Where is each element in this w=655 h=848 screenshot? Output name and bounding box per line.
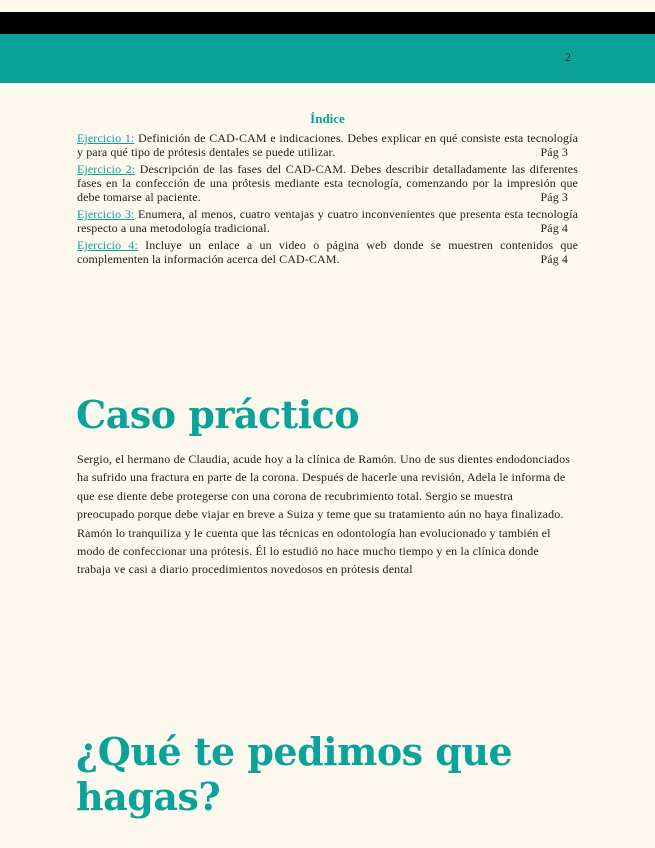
toc-item [77,238,578,266]
toc-link-ejercicio-2[interactable]: Ejercicio 2: [77,162,136,176]
page-number: 2 [565,50,571,64]
toc-item-text: Incluye un enlace a un video o página web donde se muestren contenidos que complementen la información acerca del CAD-CAM. [77,238,578,266]
top-black-band [0,12,655,34]
toc-link-ejercicio-1[interactable]: Ejercicio 1: [77,131,135,145]
case-body: Sergio, el hermano de Claudia, acude hoy a la clínica de Ramón. Uno de sus dientes endodonciados ha sufrido una fractura en parte de la corona. Después de hacerle una revisión, Adela le informa de que ese diente debe protegerse con una corona de recubrimiento total. Sergio se muestra preocupado porque debe viajar en breve a Suiza y teme que su tratamiento aún no haya finalizado. Ramón lo tranquiliza y le cuenta que las técnicas en odontología han evolucionado y también el modo de confeccionar una prótesis. Él lo estudió no hace mucho tiempo y en la clínica donde trabaja ve casi a diario procedimientos novedosos en prótesis dental [77,452,571,577]
toc-item-text: Definición de CAD-CAM e indicaciones. Debes explicar en qué consiste esta tecnología y para qué tipo de prótesis dentales se puede utilizar. [77,131,578,159]
toc-item [77,207,578,235]
toc-item-text: Enumera, al menos, cuatro ventajas y cuatro inconvenientes que presenta esta tecnología respecto a una metodología tradicional. [77,207,578,235]
case-heading: Caso práctico [76,392,360,437]
toc-link-ejercicio-4[interactable]: Ejercicio 4: [77,238,138,252]
toc-item [77,131,578,159]
toc-item [77,162,578,204]
table-of-contents [77,131,578,269]
toc-title: Índice [310,111,345,126]
toc-page: Pág 3 [540,190,568,204]
toc-page: Pág 4 [540,221,568,235]
toc-item-text: Descripción de las fases del CAD-CAM. Debes describir detalladamente las diferentes fases en la confección de una prótesis mediante esta tecnología, comenzando por la impresión que debe tomarse al paciente. [77,162,579,204]
toc-page: Pág 3 [540,145,568,159]
task-heading: ¿Qué te pedimos que hagas? [76,729,513,819]
toc-link-ejercicio-3[interactable]: Ejercicio 3: [77,207,135,221]
toc-page: Pág 4 [540,252,568,266]
header-band [0,34,655,83]
